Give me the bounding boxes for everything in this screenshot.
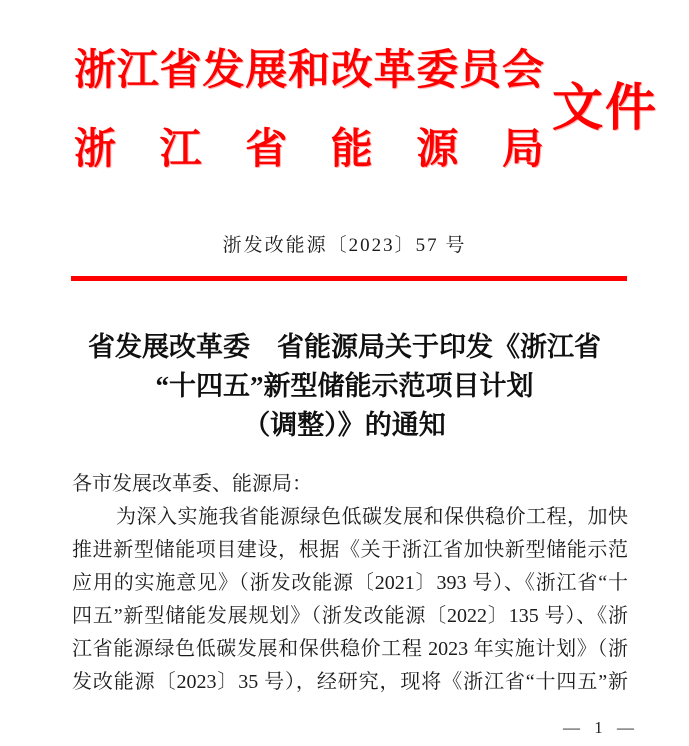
agency-name-primary: 浙江省发展和改革委员会 <box>74 48 544 94</box>
body-line: 推进新型储能项目建设，根据《关于浙江省加快新型储能示范 <box>72 539 628 561</box>
document-title <box>0 328 689 445</box>
document-mark: 文件 <box>552 81 659 137</box>
salutation: 各市发展改革委、能源局： <box>72 473 312 495</box>
agency-name-secondary: 浙江省能源局 <box>74 127 544 173</box>
body-line: 四五”新型储能发展规划》（浙发改能源〔2022〕135 号）、《浙 <box>72 605 628 627</box>
document-number: 浙发改能源〔2023〕57 号 <box>222 235 467 256</box>
body-line: 为深入实施我省能源绿色低碳发展和保供稳价工程，加快 <box>116 506 628 528</box>
page-number: — 1 — <box>563 718 634 737</box>
letterhead <box>74 47 544 174</box>
body-line: 应用的实施意见》（浙发改能源〔2021〕393 号）、《浙江省“十 <box>72 572 628 594</box>
document-body <box>72 468 628 699</box>
body-line: 江省能源绿色低碳发展和保供稳价工程 2023 年实施计划》（浙 <box>72 638 628 660</box>
title-line-1: 省发展改革委 省能源局关于印发《浙江省 <box>88 332 601 362</box>
red-divider-line <box>71 276 627 281</box>
title-line-3: （调整）》的通知 <box>243 410 446 440</box>
title-line-2: “十四五”新型储能示范项目计划 <box>155 371 534 401</box>
body-line: 发改能源〔2023〕35 号），经研究，现将《浙江省“十四五”新 <box>72 671 628 693</box>
